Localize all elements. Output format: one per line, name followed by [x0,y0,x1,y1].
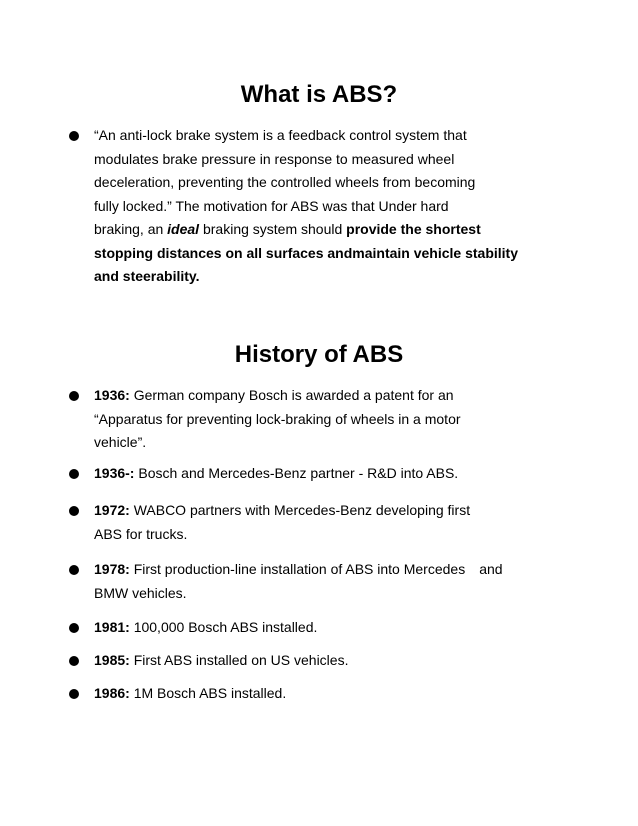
year-label: 1986: [94,685,130,701]
year-label: 1978: [94,561,130,577]
text-line [94,682,574,706]
text-line [94,499,574,523]
text-span: German company Bosch is awarded a patent for an [129,387,454,403]
text-line: deceleration, preventing the controlled wheels from becoming [94,174,476,190]
history-item-1986 [94,682,574,706]
history-item-1936-partner [94,462,574,486]
year-label: 1972: [94,502,130,518]
bullet-icon [69,623,79,633]
text-span: First production-line installation of ABS into Mercedes [129,561,466,577]
text-span: 1M Bosch ABS installed. [129,685,287,701]
text-span: WABCO partners with Mercedes-Benz developing first [129,502,471,518]
bullet-icon [69,469,79,479]
text-line [94,384,574,408]
definition-bullet [94,124,574,289]
emphasis-ideal: ideal [167,221,200,237]
history-item-1972 [94,499,574,546]
text-span: 100,000 Bosch ABS installed. [129,619,318,635]
bold-text: provide the shortest [346,221,481,237]
bold-text-line: and steerability. [94,268,200,284]
bullet-icon [69,656,79,666]
text-line: “Apparatus for preventing lock-braking of wheels in a motor [94,410,461,427]
history-item-1981 [94,616,574,640]
bullet-icon [69,391,79,401]
text-line: ABS for trucks. [94,525,188,542]
year-label: 1936: [94,387,130,403]
bullet-icon [69,131,79,141]
history-item-1985 [94,649,574,673]
year-label: 1985: [94,652,130,668]
text-line [94,462,574,486]
text-span: Bosch and Mercedes-Benz partner - R&D into ABS. [134,465,459,481]
text-span: braking system should [199,221,347,237]
section-title-what-is-abs: What is ABS? [240,81,398,108]
bullet-icon [69,689,79,699]
year-label: 1981: [94,619,130,635]
text-line [94,649,574,673]
text-line: BMW vehicles. [94,584,187,601]
bullet-icon [69,506,79,516]
bullet-icon [69,565,79,575]
year-label: 1936-: [94,465,135,481]
history-item-1978 [94,558,574,605]
section-title-history-of-abs: History of ABS [234,341,404,368]
text-line [94,616,574,640]
text-line [94,218,574,242]
text-line [94,558,574,582]
text-line: fully locked.” The motivation for ABS was that Under hard [94,197,449,214]
text-span: and [479,561,503,577]
bold-text-line: stopping distances on all surfaces andmaintain vehicle stability [94,244,519,261]
history-item-1936 [94,384,574,455]
text-span: braking, an [94,221,168,237]
text-line: modulates brake pressure in response to measured wheel [94,150,455,167]
text-line: “An anti-lock brake system is a feedback control system that [94,127,467,143]
text-span: First ABS installed on US vehicles. [129,652,349,668]
text-line: vehicle”. [94,434,147,450]
